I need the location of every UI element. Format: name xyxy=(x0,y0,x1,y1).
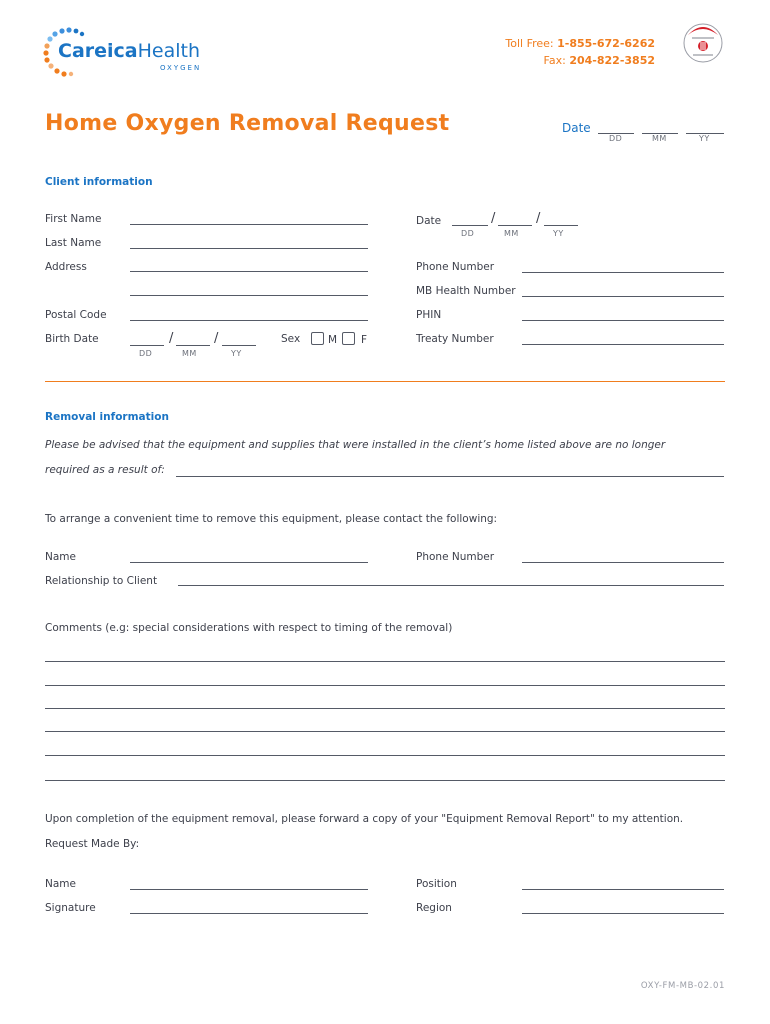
contact-phone-field[interactable] xyxy=(522,562,724,563)
contact-name-label: Name xyxy=(45,551,76,563)
relationship-field[interactable] xyxy=(178,585,724,586)
arrange-text: To arrange a convenient time to remove this equipment, please contact the following: xyxy=(45,513,498,525)
sex-f-label: F xyxy=(361,334,368,346)
relationship-label: Relationship to Client xyxy=(45,575,158,587)
comments-label: Comments (e.g: special considerations with respect to timing of the removal) xyxy=(45,622,453,634)
removal-section-title: Removal information xyxy=(45,411,169,423)
birth-date-dd-field[interactable] xyxy=(130,345,164,346)
treaty-number-field[interactable] xyxy=(522,344,724,345)
address-field-line2[interactable] xyxy=(130,295,368,296)
comments-line[interactable] xyxy=(45,708,725,709)
region-field[interactable] xyxy=(522,913,724,914)
comments-line[interactable] xyxy=(45,661,725,662)
birth-date-yy-hint: YY xyxy=(231,349,242,358)
client-date-label: Date xyxy=(416,215,442,227)
comments-line[interactable] xyxy=(45,780,725,781)
page-title: Home Oxygen Removal Request xyxy=(45,111,450,136)
first-name-label: First Name xyxy=(45,213,102,225)
client-date-yy-field[interactable] xyxy=(544,225,578,226)
form-code: OXY-FM-MB-02.01 xyxy=(640,981,725,991)
accreditation-seal-icon xyxy=(682,19,724,65)
advise-text-line1: Please be advised that the equipment and supplies that were installed in the client’s home listed above are no longer xyxy=(45,439,666,451)
requester-name-field[interactable] xyxy=(130,889,368,890)
brand-name xyxy=(58,40,200,62)
position-field[interactable] xyxy=(522,889,724,890)
fax xyxy=(544,54,655,67)
brand-tagline: OXYGEN xyxy=(160,64,202,72)
mb-health-number-label: MB Health Number xyxy=(416,285,516,297)
comments-line[interactable] xyxy=(45,755,725,756)
section-divider xyxy=(45,381,725,382)
last-name-label: Last Name xyxy=(45,237,102,249)
toll-free xyxy=(505,37,655,50)
client-date-slash-2: / xyxy=(536,211,541,226)
removal-reason-field[interactable] xyxy=(176,476,724,477)
request-made-by-label: Request Made By: xyxy=(45,838,140,850)
phin-label: PHIN xyxy=(416,309,442,321)
mb-health-number-field[interactable] xyxy=(522,296,724,297)
advise-text-line2: required as a result of: xyxy=(45,464,165,476)
sex-f-checkbox[interactable] xyxy=(342,332,355,345)
comments-line[interactable] xyxy=(45,685,725,686)
birth-date-mm-hint: MM xyxy=(182,349,197,358)
treaty-number-label: Treaty Number xyxy=(416,333,494,345)
client-date-dd-hint: DD xyxy=(461,229,475,238)
phone-number-label: Phone Number xyxy=(416,261,495,273)
address-field-line1[interactable] xyxy=(130,271,368,272)
client-section-title: Client information xyxy=(45,176,153,188)
form-date-label: Date xyxy=(562,121,591,135)
sex-m-label: M xyxy=(328,334,338,346)
address-label: Address xyxy=(45,261,87,273)
sex-m-checkbox[interactable] xyxy=(311,332,324,345)
form-date-dd-hint: DD xyxy=(609,134,623,143)
completion-text: Upon completion of the equipment removal, please forward a copy of your "Equipment Removal Report" to my attention. xyxy=(45,813,684,825)
birth-date-mm-field[interactable] xyxy=(176,345,210,346)
phone-number-field[interactable] xyxy=(522,272,724,273)
comments-line[interactable] xyxy=(45,731,725,732)
client-date-mm-hint: MM xyxy=(504,229,519,238)
signature-field[interactable] xyxy=(130,913,368,914)
postal-code-field[interactable] xyxy=(130,320,368,321)
fax-number: 204-822-3852 xyxy=(569,54,655,67)
contact-phone-label: Phone Number xyxy=(416,551,495,563)
brand-bold: Careica xyxy=(58,40,138,62)
postal-code-label: Postal Code xyxy=(45,309,107,321)
phin-field[interactable] xyxy=(522,320,724,321)
position-label: Position xyxy=(416,878,457,890)
birth-date-slash-2: / xyxy=(214,331,219,346)
form-date-yy-hint: YY xyxy=(699,134,710,143)
sex-label: Sex xyxy=(281,333,301,345)
signature-label: Signature xyxy=(45,902,96,914)
birth-date-label: Birth Date xyxy=(45,333,99,345)
fax-label: Fax: xyxy=(543,54,570,67)
birth-date-dd-hint: DD xyxy=(139,349,153,358)
brand-light: Health xyxy=(137,40,201,62)
contact-name-field[interactable] xyxy=(130,562,368,563)
client-date-slash-1: / xyxy=(491,211,496,226)
form-date-mm-hint: MM xyxy=(652,134,667,143)
client-date-mm-field[interactable] xyxy=(498,225,532,226)
birth-date-slash-1: / xyxy=(169,331,174,346)
toll-free-number: 1-855-672-6262 xyxy=(557,37,655,50)
client-date-dd-field[interactable] xyxy=(452,225,488,226)
toll-free-label: Toll Free: xyxy=(505,37,558,50)
client-date-yy-hint: YY xyxy=(553,229,564,238)
region-label: Region xyxy=(416,902,452,914)
last-name-field[interactable] xyxy=(130,248,368,249)
first-name-field[interactable] xyxy=(130,224,368,225)
requester-name-label: Name xyxy=(45,878,76,890)
birth-date-yy-field[interactable] xyxy=(222,345,256,346)
